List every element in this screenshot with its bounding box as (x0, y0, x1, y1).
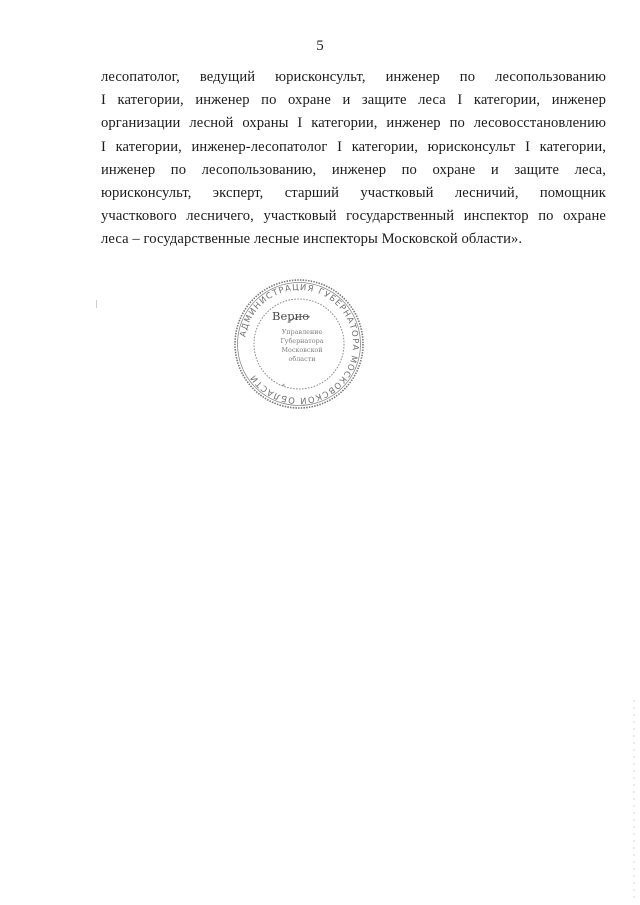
text-line: леса – государственные лесные инспекторы Московской области». (101, 231, 523, 248)
scan-artifact (96, 300, 97, 308)
official-seal-stamp (232, 277, 366, 411)
text-line: участкового лесничего, участковый государственный инспектор по охране (101, 208, 606, 225)
text-line: инженер по лесопользованию, инженер по охране и защите леса, (101, 161, 606, 178)
seal-verno-label: Верно (272, 309, 310, 323)
seal-inner-text (280, 328, 323, 363)
svg-text:Губернатора: Губернатора (280, 337, 324, 345)
scan-edge-artifact (632, 700, 636, 900)
svg-text:Московской: Московской (281, 346, 323, 354)
text-line: I категории, инженер-лесопатолог I категории, юрисконсульт I категории, (101, 138, 606, 155)
seal-outer-text: АДМИНИСТРАЦИЯ ГУБЕРНАТОРА МОСКОВСКОЙ ОБЛАСТИ (237, 281, 362, 407)
body-paragraph (101, 66, 606, 252)
page-number: 5 (316, 38, 324, 54)
svg-text:Управление: Управление (281, 328, 323, 336)
text-line: организации лесной охраны I категории, инженер по лесовосстановлению (101, 115, 606, 132)
text-line: лесопатолог, ведущий юрисконсульт, инженер по лесопользованию (101, 69, 606, 85)
seal-star-icon: * (282, 383, 285, 390)
text-line: I категории, инженер по охране и защите леса I категории, инженер (101, 92, 606, 109)
svg-text:области: области (288, 355, 316, 363)
text-line: юрисконсульт, эксперт, старший участковый лесничий, помощник (101, 184, 606, 201)
